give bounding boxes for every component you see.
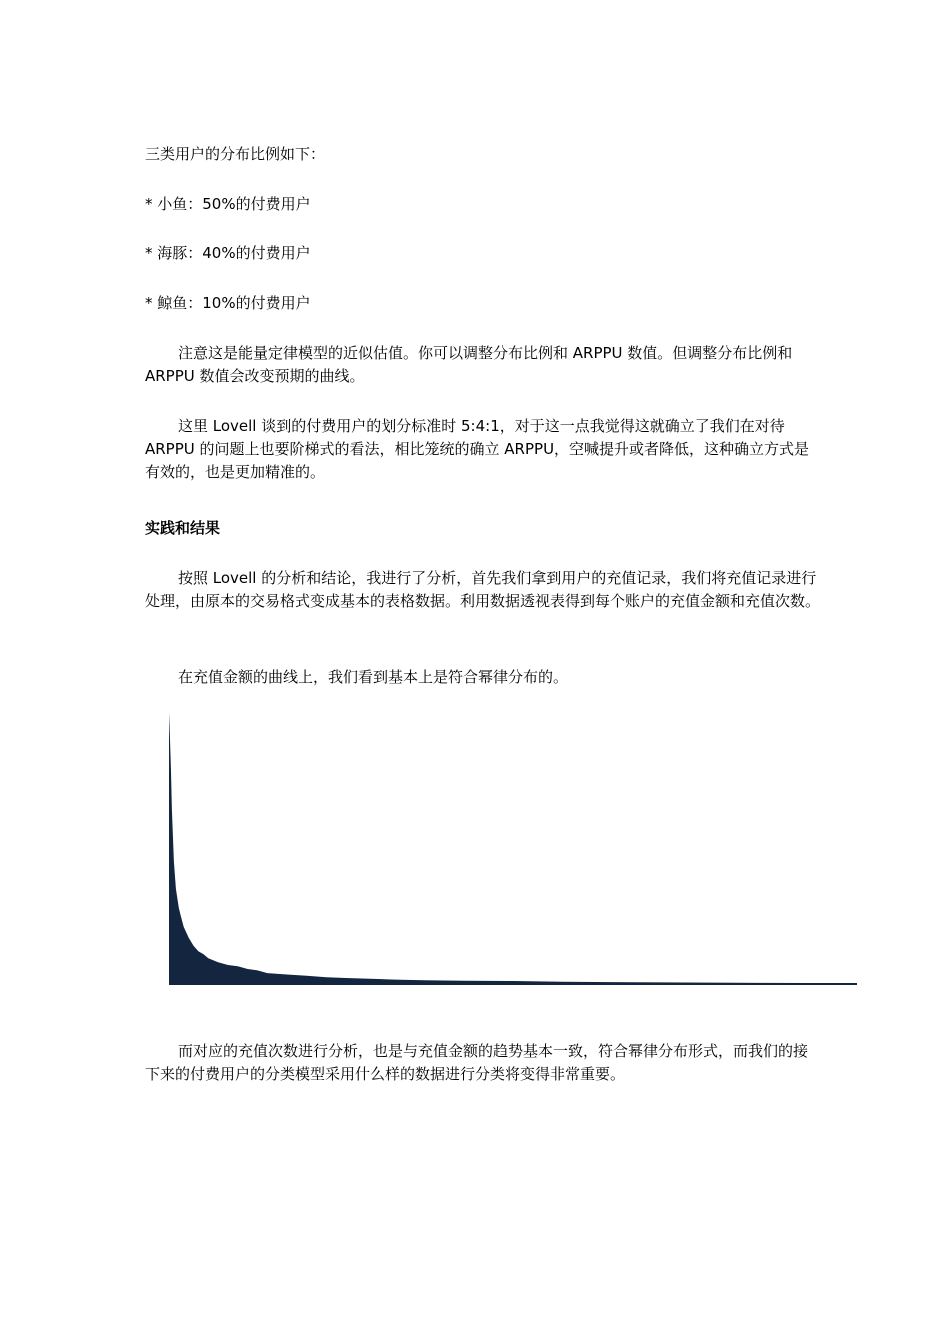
paragraph-count: 而对应的充值次数进行分析，也是与充值金额的趋势基本一致，符合幂律分布形式，而我们的接下来的付费用户的分类模型采用什么样的数据进行分类将变得非常重要。 bbox=[145, 1042, 809, 1083]
bullet-item: * 鲸鱼：10%的付费用户 bbox=[145, 294, 311, 312]
paragraph-practice: 按照 Lovell 的分析和结论，我进行了分析，首先我们拿到用户的充值记录，我们将充值记录进行处理，由原本的交易格式变成基本的表格数据。利用数据透视表得到每个账户的充值金额和充值次数。 bbox=[145, 569, 821, 610]
paragraph-note: 注意这是能量定律模型的近似估值。你可以调整分布比例和 ARPPU 数值。但调整分布比例和 ARPPU 数值会改变预期的曲线。 bbox=[145, 344, 798, 385]
paragraph-lovell: 这里 Lovell 谈到的付费用户的划分标准时 5:4:1，对于这一点我觉得这就确立了我们在对待 ARPPU 的问题上也要阶梯式的看法，相比笼统的确立 ARPPU，空喊提升或者降低，这种确立方式是有效的，也是更加精准的。 bbox=[145, 417, 810, 481]
paragraph-curve: 在充值金额的曲线上，我们看到基本上是符合幂律分布的。 bbox=[178, 668, 569, 686]
section-heading: 实践和结果 bbox=[145, 519, 221, 537]
recharge-amount-area bbox=[169, 712, 857, 984]
intro-text: 三类用户的分布比例如下： bbox=[145, 145, 326, 163]
recharge-amount-chart bbox=[160, 705, 870, 1000]
bullet-item: * 海豚：40%的付费用户 bbox=[145, 244, 311, 262]
bullet-item: * 小鱼：50%的付费用户 bbox=[145, 195, 311, 213]
